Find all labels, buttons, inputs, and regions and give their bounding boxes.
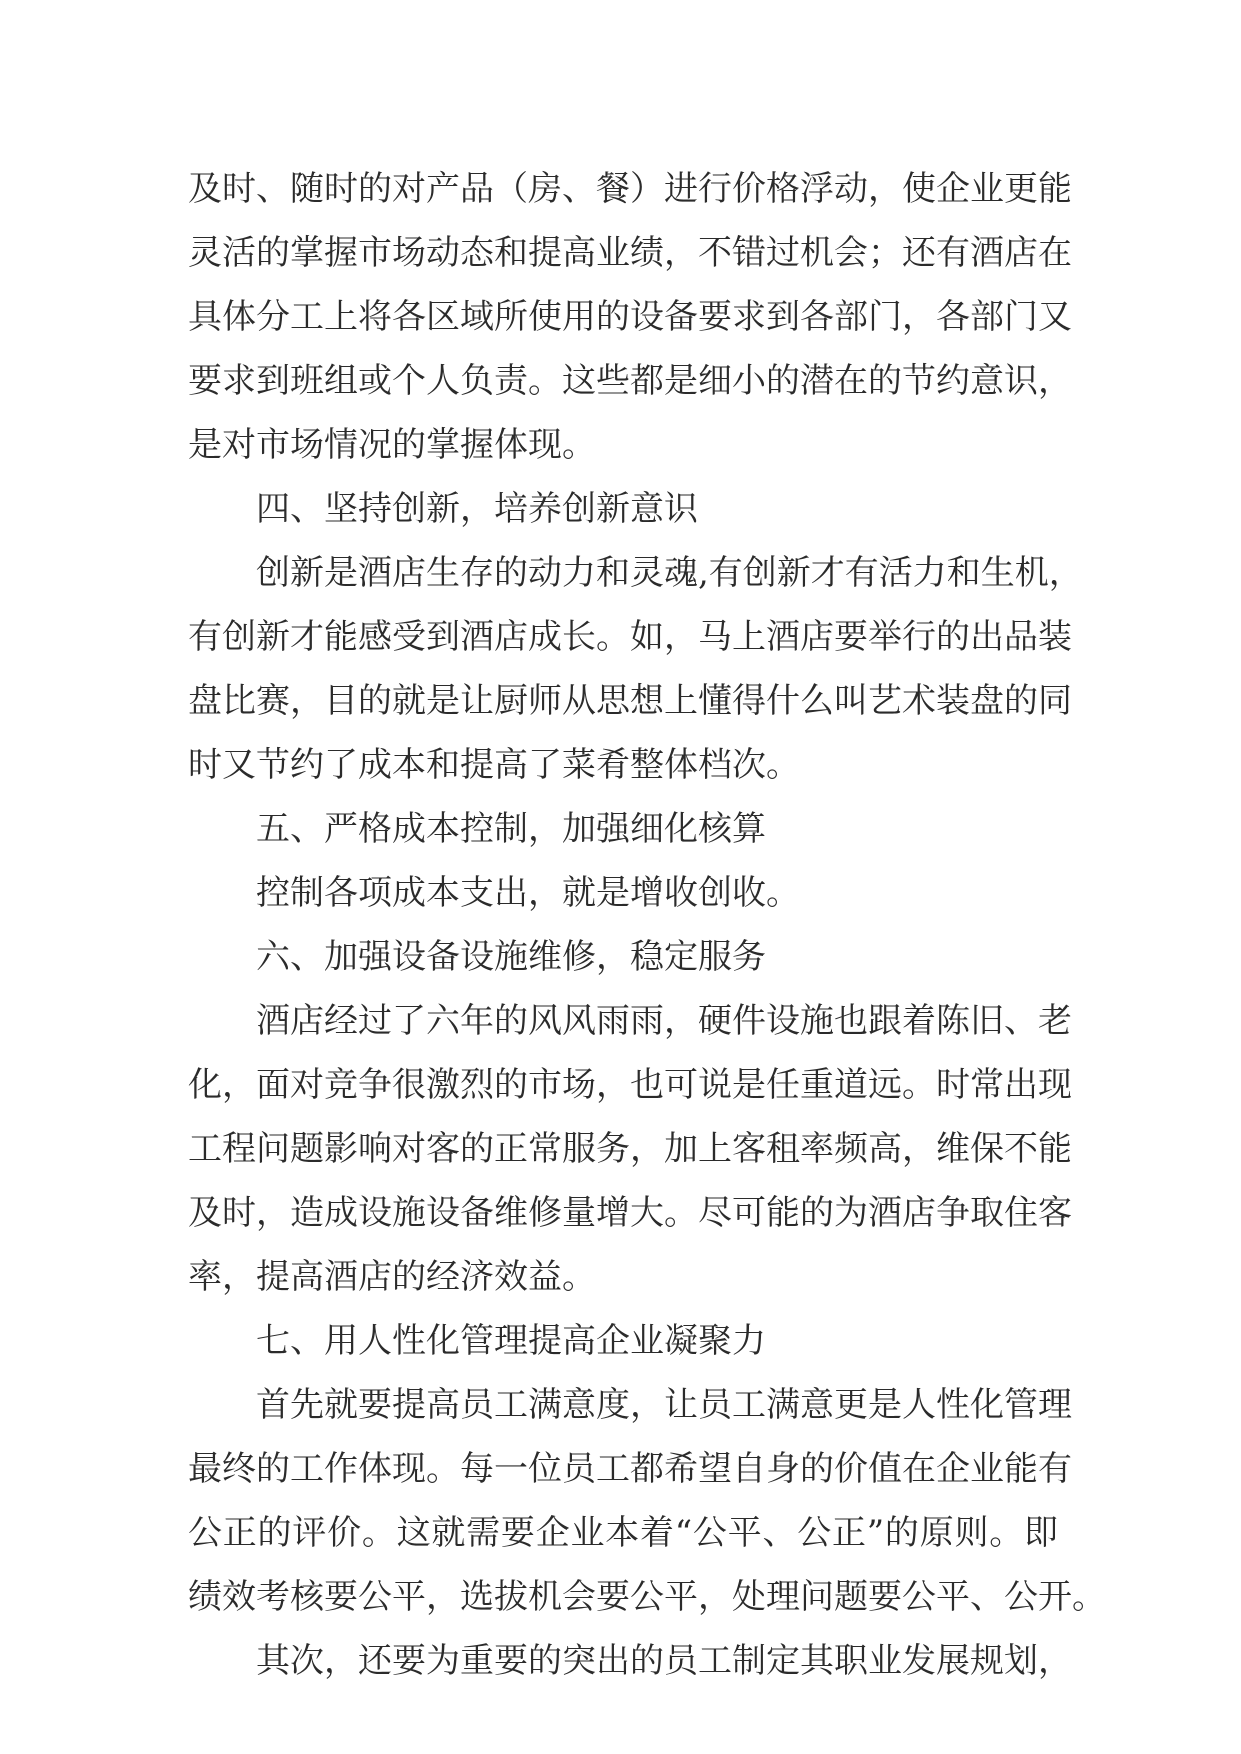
body-line: 控制各项成本支出，就是增收创收。: [256, 873, 800, 913]
body-line: 时又节约了成本和提高了菜肴整体档次。: [188, 745, 800, 785]
section-heading: 七、用人性化管理提高企业凝聚力: [256, 1321, 766, 1361]
body-line: 灵活的掌握市场动态和提高业绩，不错过机会；还有酒店在: [188, 233, 1072, 273]
body-line: 酒店经过了六年的风风雨雨，硬件设施也跟着陈旧、老: [256, 1001, 1072, 1041]
body-line: 工程问题影响对客的正常服务，加上客租率频高，维保不能: [188, 1129, 1072, 1169]
document-body: [188, 157, 1106, 1693]
body-line: 要求到班组或个人负责。这些都是细小的潜在的节约意识，: [188, 361, 1072, 401]
body-line: 是对市场情况的掌握体现。: [188, 425, 596, 465]
section-heading: 四、坚持创新，培养创新意识: [256, 489, 698, 529]
body-line: 及时、随时的对产品（房、餐）进行价格浮动，使企业更能: [188, 169, 1072, 209]
body-line: 有创新才能感受到酒店成长。如，马上酒店要举行的出品装: [188, 617, 1072, 657]
body-line: 绩效考核要公平，选拔机会要公平，处理问题要公平、公开。: [188, 1577, 1106, 1617]
body-line: 率，提高酒店的经济效益。: [188, 1257, 596, 1297]
section-heading: 六、加强设备设施维修，稳定服务: [256, 937, 766, 977]
body-line: 首先就要提高员工满意度，让员工满意更是人性化管理: [256, 1385, 1072, 1425]
body-line: 及时，造成设施设备维修量增大。尽可能的为酒店争取住客: [188, 1193, 1072, 1233]
section-heading: 五、严格成本控制，加强细化核算: [256, 809, 766, 849]
body-line: 创新是酒店生存的动力和灵魂,有创新才有活力和生机，: [256, 553, 1083, 593]
body-line: 最终的工作体现。每一位员工都希望自身的价值在企业能有: [188, 1449, 1072, 1489]
body-line: 其次，还要为重要的突出的员工制定其职业发展规划，: [256, 1641, 1072, 1681]
body-line: 盘比赛，目的就是让厨师从思想上懂得什么叫艺术装盘的同: [188, 681, 1072, 721]
body-line: 具体分工上将各区域所使用的设备要求到各部门，各部门又: [188, 297, 1072, 337]
body-line: 化，面对竞争很激烈的市场，也可说是任重道远。时常出现: [188, 1065, 1072, 1105]
body-line: 公正的评价。这就需要企业本着“公平、公正”的原则。即: [188, 1513, 1058, 1553]
